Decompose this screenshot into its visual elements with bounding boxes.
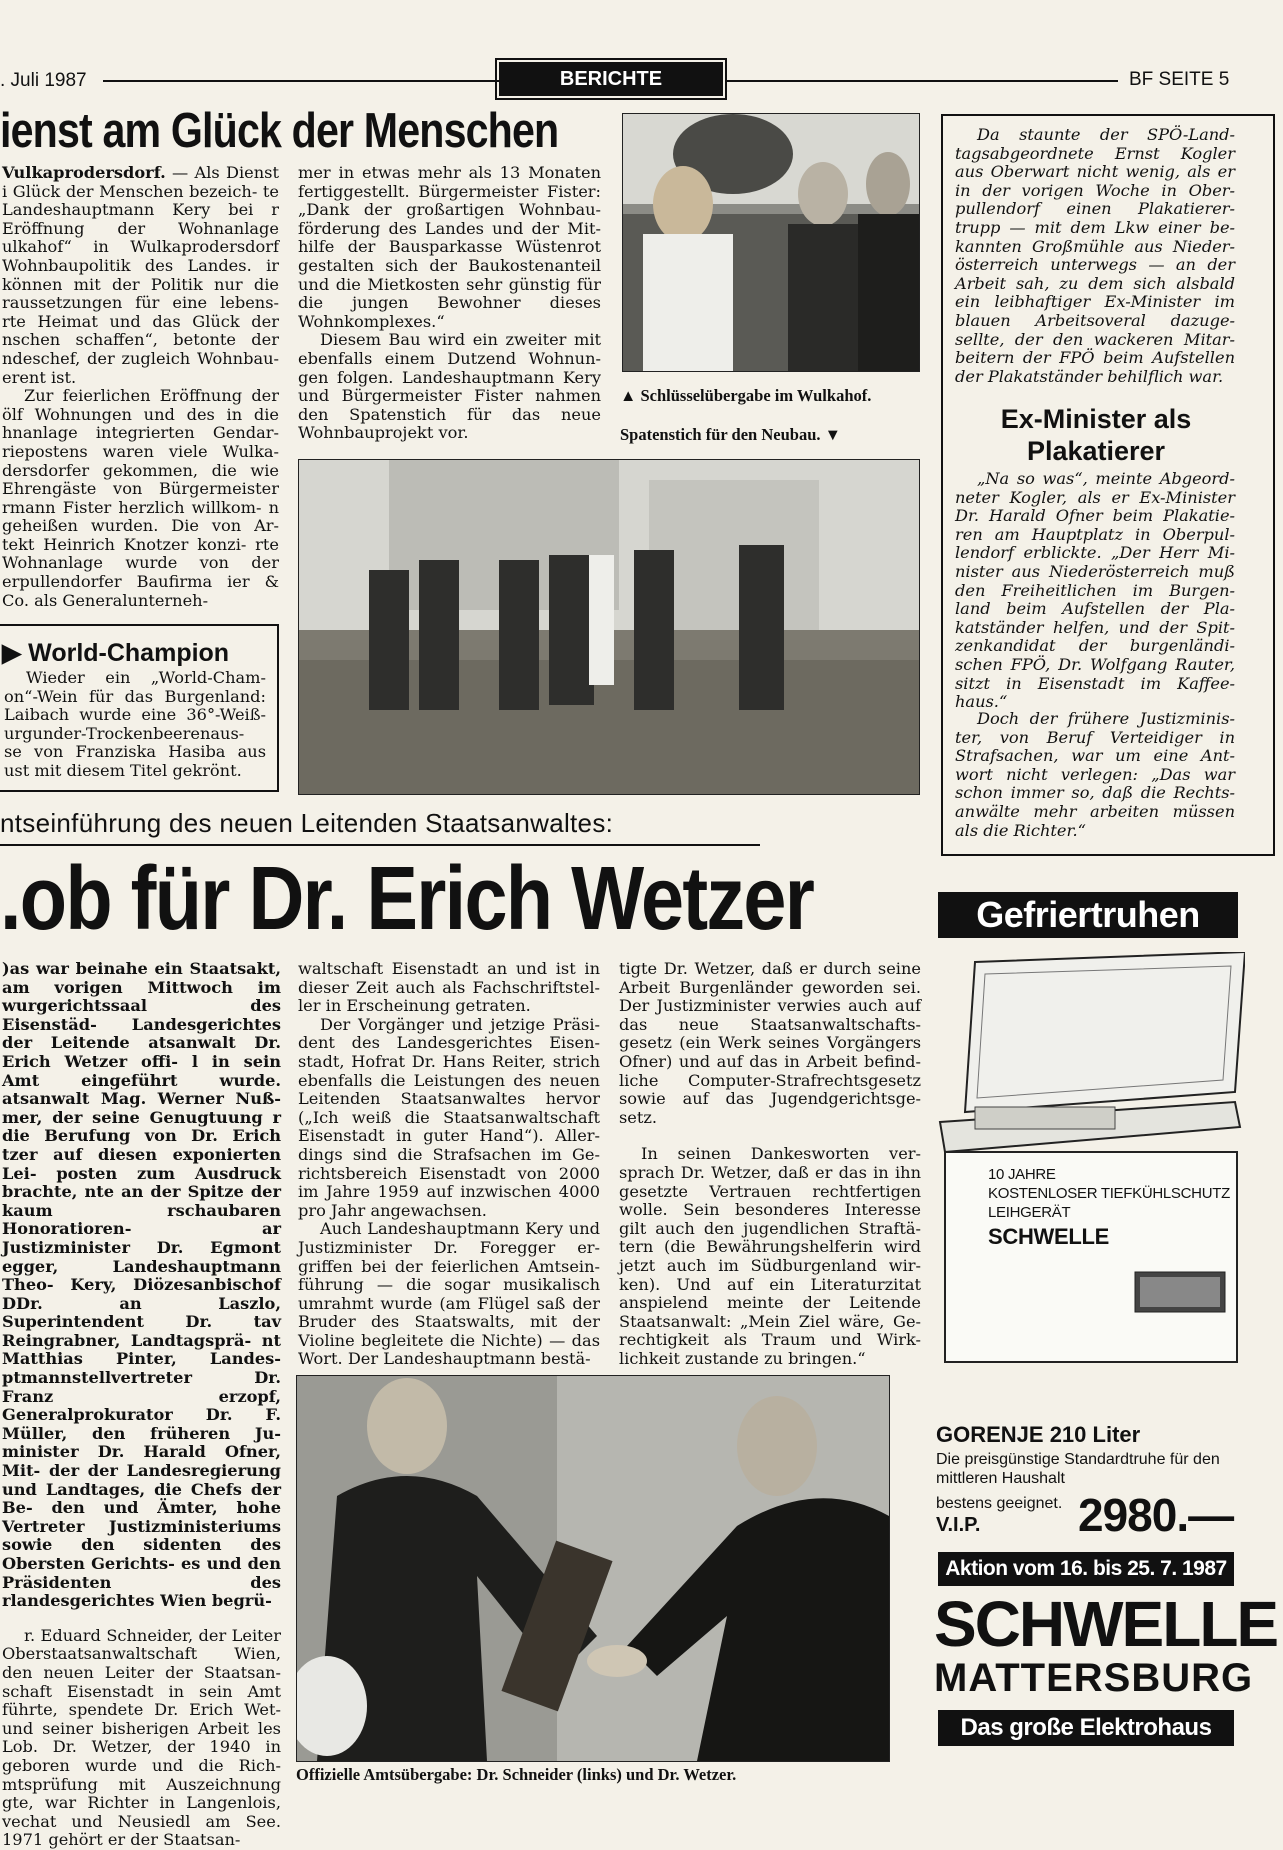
kicker-rule xyxy=(0,844,760,846)
article2-col1-p2: r. Eduard Schneider, der Leiter Oberstaatsanwaltschaft Wien, den neuen Leiter der Staatsan- schaft Eisenstadt in sein Amt führte, spendete Dr. Erich Wet- und seiner bisherigen Arbeit les Lob. Dr. Wetzer, der 1940 in geboren wurde und die Rich- mtsprüfung mit Auszeichnung gte, war Richter in Langenlois, vechat und Neusiedl am See. 1971 gehört er der Staatsan- xyxy=(2,1625,281,1850)
section-label: BERICHTE xyxy=(499,62,723,96)
article2-headline: .ob für Dr. Erich Wetzer xyxy=(0,849,814,949)
article2-col2 xyxy=(298,960,600,1369)
freezer-image xyxy=(935,952,1245,1372)
sidebar-title: Ex-Minister als Plakatierer xyxy=(1000,404,1192,466)
article2-col3-p2: In seinen Dankesworten ver- sprach Dr. Wetzer, daß er das in ihn gesetzte Vertrauen rechtfertigen wolle. Sein besonderes Interesse gilt auch den jugendlichen Straftä- tern (die Bewährungshelferin wird jetzt auch im Südburgenland wir- ken). Und auf ein Literaturzitat anspielend meinte der Leitende Staatsanwalt: „Mein Ziel wäre, Ge- rechtigkeit als Traum und Wirk- lichkeit zustande zu bringen.“ xyxy=(619,1144,921,1368)
masthead-date: . Juli 1987 xyxy=(0,70,87,91)
ad-product: GORENJE 210 Liter xyxy=(936,1422,1141,1447)
article1-col2-p2: Diesem Bau wird ein zweiter mit ebenfalls einem Dutzend Wohnun- gen folgen. Landeshauptmann Kery und Bürgermeister Fister nahmen den Spatenstich für das neue Wohnbauprojekt vor. xyxy=(298,330,601,443)
freezer-label-line3: LEIHGERÄT xyxy=(988,1204,1071,1221)
article2-col2-p3: Auch Landeshauptmann Kery und Justizminister Dr. Foregger er- griffen bei der feierlichen Amtsein- führung — die sogar musikalisch umrahmt wurde (am Flügel saß der Bruder des Staatswalts, mit der Violine begleitete die Nichte) — das Wort. Der Landeshauptmann bestä- xyxy=(298,1219,600,1369)
world-champion-text: Wieder ein „World-Cham- on“-Wein für das Burgenland: Laibach wurde eine 36°-Weiß- urgunder-Trockenbeerenaus- se von Franziska Hasiba aus ust mit diesem Titel gekrönt. xyxy=(4,668,266,780)
ad-title: Gefriertruhen xyxy=(938,892,1238,938)
article1-col2 xyxy=(298,164,601,443)
world-champion-title-text: World-Champion xyxy=(28,639,230,667)
article2-col2-p2: Der Vorgänger und jetzige Präsi- dent des Landesgerichtes Eisen- stadt, Hofrat Dr. Hans Reiter, strich ebenfalls die Leistungen des neuen Leitenden Staatsanwaltes hervor („Ich weiß die Staatsanwaltschaft Eisenstadt in guter Hand“). Aller- dings sind die Strafsachen im Ge- richtsbereich Eisenstadt von 2000 im Jahre 1959 auf inzwischen 4000 pro Jahr angewachsen. xyxy=(298,1014,600,1220)
ad-action: Aktion vom 16. bis 25. 7. 1987 xyxy=(938,1552,1234,1586)
sidebar-p2: Doch der frühere Justizminis- ter, von Beruf Verteidiger in Strafsachen, war um eine Ant- wort nicht verlegen: „Das war schon immer so, daß die Rechts- anwälte mehr arbeiten müssen als die Richter.“ xyxy=(955,709,1235,840)
ad-desc: Die preisgünstige Standardtruhe für den mittleren Haushalt xyxy=(936,1451,1220,1487)
article2-col3-p1: tigte Dr. Wetzer, daß er durch seine Arbeit Burgenländer geworden sei. Der Justizminister verwies auch auf das neue Staatsanwaltschafts- gesetz (ein Werk seines Vorgängers Ofner) und auf das in Arbeit befind- liche Computer-Strafrechtsgesetz sowie auf das Jugendgerichtsge- setz. xyxy=(619,959,921,1127)
photo-groundbreaking xyxy=(298,459,920,795)
freezer-label-line2: KOSTENLOSER TIEFKÜHLSCHUTZ xyxy=(988,1185,1230,1202)
sidebar-intro: Da staunte der SPÖ-Land- tagsabgeordnete Ernst Kogler aus Oberwart nicht wenig, als er in der vorigen Woche in Ober- pullendorf einen Plakatierer- trupp — mit dem Lkw einer be- kannten Großmühle aus Nieder- österreich unterwegs — an der Arbeit sah, zu dem sich alsbald ein leibhaftiger Ex-Minister im blauen Arbeitsoveral dazuge- sellte, der den wackeren Mitar- beitern der FPÖ beim Aufstellen der Plakatständer behilflich war. xyxy=(955,125,1235,386)
ad-desc2: bestens geeignet. xyxy=(936,1495,1063,1512)
article1-col1 xyxy=(2,164,279,610)
photo-handshake xyxy=(296,1375,890,1762)
article1-col2-p1: mer in etwas mehr als 13 Monaten fertiggestellt. Bürgermeister Fister: „Dank der großartigen Wohnbau- förderung des Landes und der Mit- hilfe der Bausparkasse Wüstenrot gestalten sich der Baukostenanteil und die Mietkosten sehr günstig für die jungen Bewohner dieses Wohnkomplexes.“ xyxy=(298,163,601,331)
article2-col1-lead: )as war beinahe ein Staatsakt, am vorigen Mittwoch im wurgerichtssaal des Eisenstäd- Landesgerichtes der Leitende atsanwalt Dr. Erich Wetzer offi- l in sein Amt eingeführt wurde. atsanwalt Mag. Werner Nuß- mer, der seine Genugtuung r die Berufung von Dr. Erich tzer auf diesen exponierten Lei- posten zum Ausdruck brachte, nte an der Spitze der kaum rschaubaren Honoratioren- ar Justizminister Dr. Egmont egger, Landeshauptmann Theo- Kery, Diözesanbischof DDr. an Laszlo, Superintendent Dr. tav Reingrabner, Landtagsprä- nt Matthias Pinter, Landes- ptmannstellvertreter Dr. Franz erzopf, Generalprokurator Dr. F. Müller, den früheren Ju- minister Dr. Harald Ofner, Mit- der der Landesregierung und Landtages, die Chefs der Be- den und Ämter, hohe Vertreter Justizministeriums sowie den sidenten des Obersten Gerichts- es und den Präsidenten des rlandesgerichtes Wien begrü- xyxy=(2,959,281,1611)
masthead-rule-left xyxy=(103,80,499,82)
ad-price: 2980.— xyxy=(1078,1489,1234,1541)
ad-brand-name: SCHWELLE xyxy=(934,1588,1278,1660)
sidebar-p1: „Na so was“, meinte Abgeord- neter Kogler, als er Ex-Minister Dr. Harald Ofner beim Plakatie- ren am Hauptplatz in Oberpul- lendorf erblickte. „Der Herr Mi- nister aus Niederösterreich muß den Freiheitlichen im Burgen- land beim Aufstellen der Pla- katständer helfen, und der Spit- zenkandidat der burgenländi- schen FPÖ, Dr. Wolfgang Rauter, sitzt in Eisenstadt im Kaffee- haus.“ xyxy=(955,469,1235,712)
freezer-label-line1: 10 JAHRE xyxy=(988,1166,1056,1183)
freezer-label xyxy=(988,1165,1243,1252)
freezer-label-line4: SCHWELLE xyxy=(988,1224,1110,1249)
ad-slogan: Das große Elektrohaus xyxy=(938,1710,1234,1746)
caption-key-handover: ▲ Schlüsselübergabe im Wulkahof. xyxy=(620,386,872,405)
article2-kicker: ntseinführung des neuen Leitenden Staatsanwaltes: xyxy=(0,808,614,838)
world-champion-title xyxy=(2,638,229,668)
article2-col3 xyxy=(619,960,921,1368)
article2-col2-p1: waltschaft Eisenstadt an und ist in dieser Zeit auch als Fachschriftstel- ler in Erscheinung getraten. xyxy=(298,959,600,1016)
caption-groundbreaking: Spatenstich für den Neubau. ▼ xyxy=(620,425,841,444)
bullet-icon: ▶ xyxy=(2,639,29,667)
article1-headline: ienst am Glück der Menschen xyxy=(0,104,559,158)
photo-key-handover xyxy=(622,113,920,372)
page-number: BF SEITE 5 xyxy=(1129,69,1230,90)
article1-col1-p1: — Als Dienst i Glück der Menschen bezeich- te Landeshauptmann Kery bei r Eröffnung der Wohnanlage ulkahof“ in Wulkaprodersdorf Wohnbaupolitik des Landes. ir können mit der Politik nur die raussetzungen für eine lebens- rte Heimat und das Glück der nschen schaffen“, betonte der ndeschef, der zugleich Wohnbau- erent ist. xyxy=(2,163,279,387)
article1-col1-p2: Zur feierlichen Eröffnung der ölf Wohnungen und des in die hnanlage integrierten Gendar- riepostens waren viele Wulka- dersdorfer gekommen, die wie Ehrengäste von Bürgermeister rmann Fister herzlich willkom- n geheißen wurden. Die von Ar- tekt Heinrich Knotzer konzi- rte Wohnanlage wurde von der erpullendorfer Baufirma ier & Co. als Generalunterneh- xyxy=(2,386,279,610)
ad-vip: V.I.P. xyxy=(936,1514,981,1536)
caption-handshake: Offizielle Amtsübergabe: Dr. Schneider (links) und Dr. Wetzer. xyxy=(296,1765,737,1784)
ad-brand-city: MATTERSBURG xyxy=(934,1656,1254,1700)
article2-col1 xyxy=(2,960,281,1850)
masthead-rule-right xyxy=(726,80,1118,82)
article1-dateline: Vulkaprodersdorf. xyxy=(2,163,166,182)
